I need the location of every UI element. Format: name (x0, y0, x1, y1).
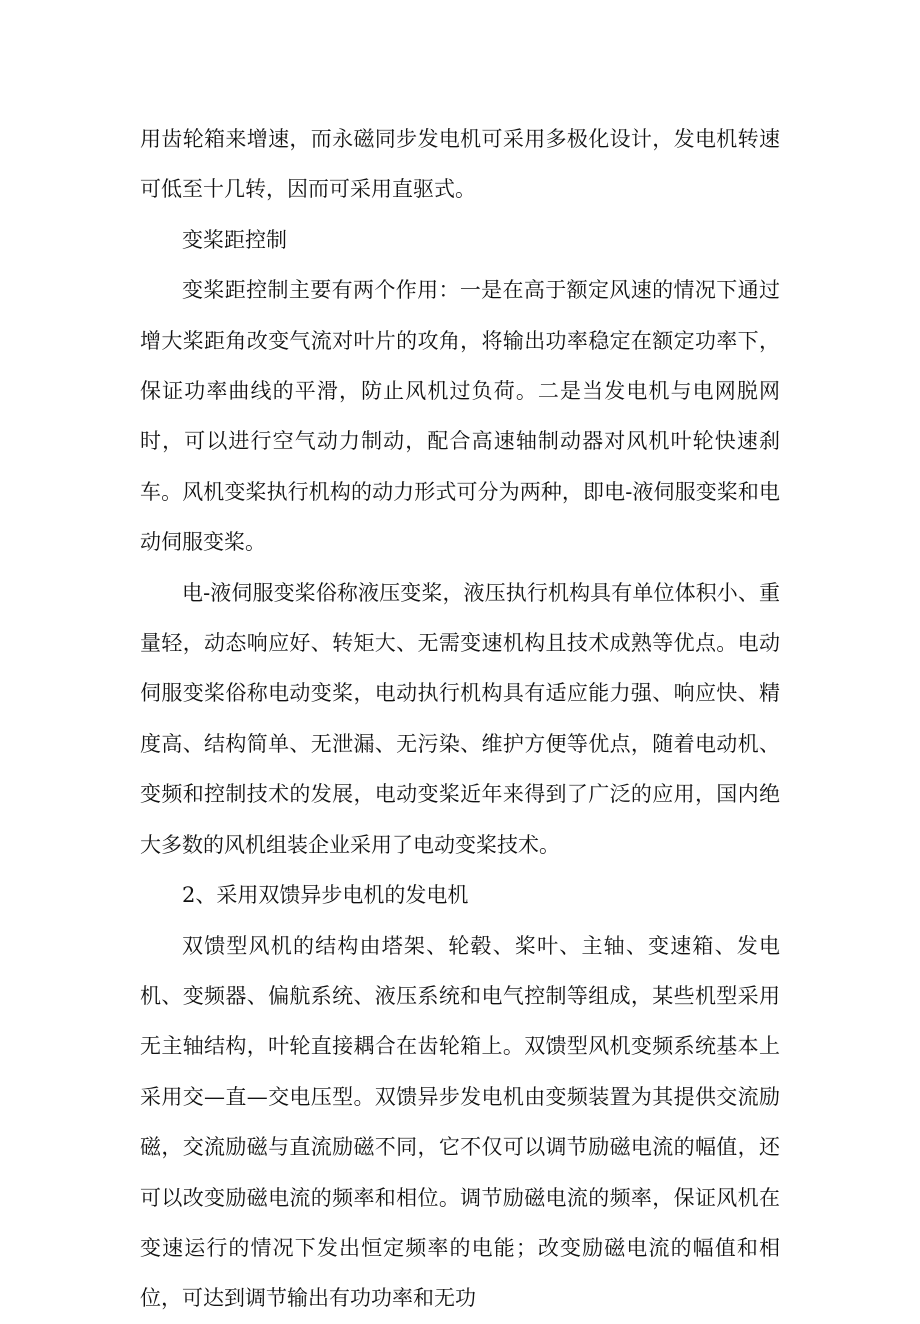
paragraph-pitch-control-functions: 变桨距控制主要有两个作用：一是在高于额定风速的情况下通过增大桨距角改变气流对叶片的攻角，将输出功率稳定在额定功率下，保证功率曲线的平滑，防止风机过负荷。二是当发电机与电网脱网时，可以进行空气动力制动，配合高速轴制动器对风机叶轮快速刹车。风机变桨执行机构的动力形式可分为两种，即电-液伺服变桨和电动伺服变桨。 (140, 278, 780, 555)
paragraph-hydraulic-vs-electric-pitch: 电-液伺服变桨俗称液压变桨，液压执行机构具有单位体积小、重量轻，动态响应好、转矩大、无需变速机构且技术成熟等优点。电动伺服变桨俗称电动变桨，电动执行机构具有适应能力强、响应快、精度高、结构简单、无泄漏、无污染、维护方便等优点，随着电动机、变频和控制技术的发展，电动变桨近年来得到了广泛的应用，国内绝大多数的风机组装企业采用了电动变桨技术。 (140, 580, 780, 857)
paragraph-continuation: 用齿轮箱来增速，而永磁同步发电机可采用多极化设计，发电机转速可低至十几转，因而可采用直驱式。 (140, 127, 780, 202)
section-heading-dfig: 2、采用双馈异步电机的发电机 (182, 883, 469, 908)
paragraph-dfig-structure: 双馈型风机的结构由塔架、轮毂、桨叶、主轴、变速箱、发电机、变频器、偏航系统、液压系统和电气控制等组成，某些机型采用无主轴结构，叶轮直接耦合在齿轮箱上。双馈型风机变频系统基本上采用交—直—交电压型。双馈异步发电机由变频装置为其提供交流励磁，交流励磁与直流励磁不同，它不仅可以调节励磁电流的幅值，还可以改变励磁电流的频率和相位。调节励磁电流的频率，保证风机在变速运行的情况下发出恒定频率的电能；改变励磁电流的幅值和相位，可达到调节输出有功功率和无功 (140, 933, 780, 1311)
section-heading-pitch-control: 变桨距控制 (182, 227, 287, 252)
document-body (140, 114, 780, 1324)
